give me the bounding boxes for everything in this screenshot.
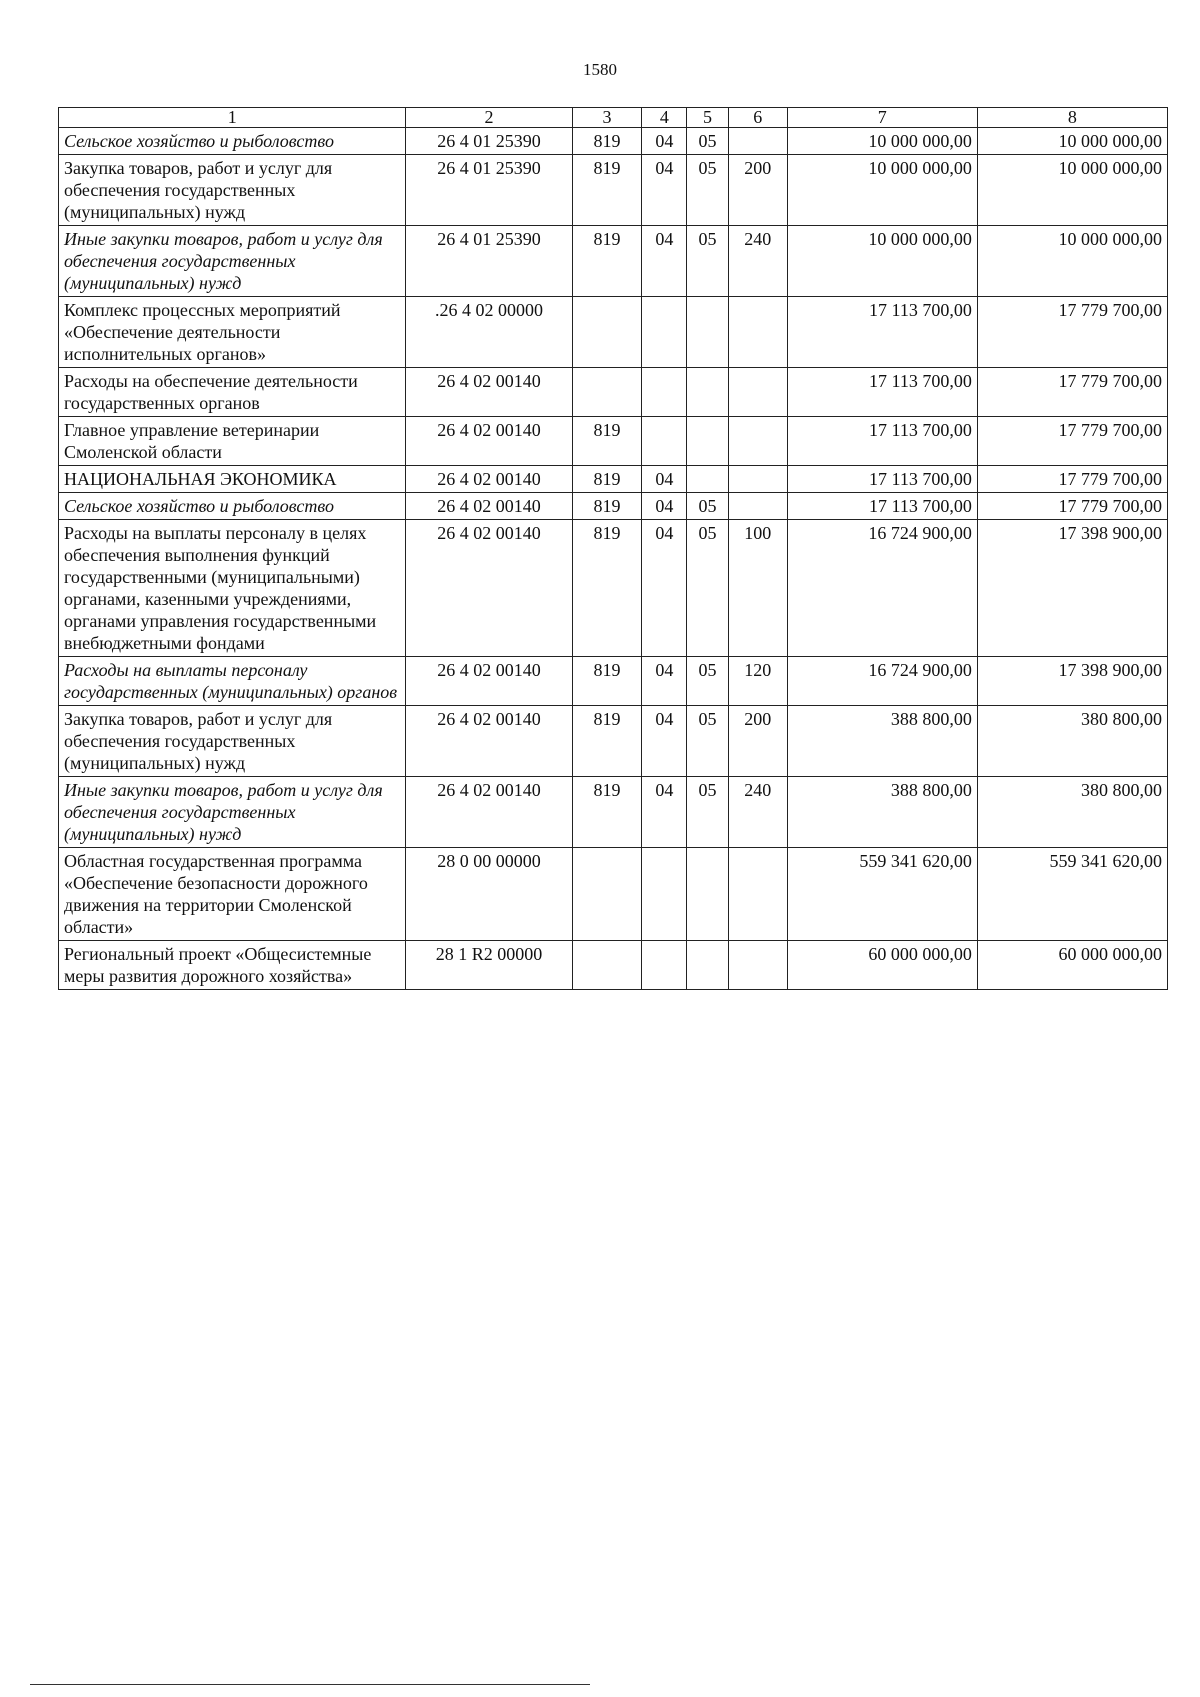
section-code-cell: 04 <box>642 155 687 226</box>
amount-year2-cell: 17 779 700,00 <box>977 417 1167 466</box>
section-code-cell: 04 <box>642 226 687 297</box>
table-body <box>59 128 1168 990</box>
subsection-code-cell: 05 <box>687 155 729 226</box>
row-name-cell: Закупка товаров, работ и услуг для обеспечения государственных (муниципальных) нужд <box>59 155 406 226</box>
target-code-cell: 26 4 02 00140 <box>406 368 572 417</box>
department-code-cell: 819 <box>572 520 642 657</box>
section-code-cell: 04 <box>642 520 687 657</box>
amount-year2-cell: 17 398 900,00 <box>977 657 1167 706</box>
table-row <box>59 657 1168 706</box>
subsection-code-cell: 05 <box>687 706 729 777</box>
expense-type-cell <box>728 941 787 990</box>
amount-year2-cell: 17 779 700,00 <box>977 493 1167 520</box>
expense-type-cell: 120 <box>728 657 787 706</box>
subsection-code-cell: 05 <box>687 520 729 657</box>
table-row <box>59 466 1168 493</box>
expense-type-cell: 200 <box>728 155 787 226</box>
section-code-cell <box>642 417 687 466</box>
department-code-cell <box>572 368 642 417</box>
amount-year2-cell: 17 398 900,00 <box>977 520 1167 657</box>
amount-year1-cell: 17 113 700,00 <box>787 297 977 368</box>
subsection-code-cell <box>687 417 729 466</box>
amount-year1-cell: 16 724 900,00 <box>787 520 977 657</box>
department-code-cell <box>572 848 642 941</box>
footer-divider <box>30 1684 590 1685</box>
target-code-cell: 26 4 01 25390 <box>406 128 572 155</box>
row-name-cell: Расходы на обеспечение деятельности государственных органов <box>59 368 406 417</box>
amount-year2-cell: 17 779 700,00 <box>977 297 1167 368</box>
target-code-cell: 26 4 02 00140 <box>406 466 572 493</box>
department-code-cell: 819 <box>572 657 642 706</box>
department-code-cell: 819 <box>572 493 642 520</box>
target-code-cell: 28 1 R2 00000 <box>406 941 572 990</box>
column-header: 3 <box>572 108 642 128</box>
row-name-cell: Иные закупки товаров, работ и услуг для обеспечения государственных (муниципальных) нужд <box>59 777 406 848</box>
table-row <box>59 848 1168 941</box>
target-code-cell: 28 0 00 00000 <box>406 848 572 941</box>
target-code-cell: 26 4 01 25390 <box>406 155 572 226</box>
section-code-cell <box>642 297 687 368</box>
amount-year1-cell: 10 000 000,00 <box>787 226 977 297</box>
page-number: 1580 <box>583 60 617 79</box>
subsection-code-cell <box>687 848 729 941</box>
target-code-cell: 26 4 01 25390 <box>406 226 572 297</box>
column-header: 8 <box>977 108 1167 128</box>
row-name-cell: НАЦИОНАЛЬНАЯ ЭКОНОМИКА <box>59 466 406 493</box>
subsection-code-cell: 05 <box>687 777 729 848</box>
target-code-cell: 26 4 02 00140 <box>406 493 572 520</box>
target-code-cell: .26 4 02 00000 <box>406 297 572 368</box>
row-name-cell: Сельское хозяйство и рыболовство <box>59 128 406 155</box>
amount-year1-cell: 16 724 900,00 <box>787 657 977 706</box>
section-code-cell <box>642 941 687 990</box>
amount-year2-cell: 60 000 000,00 <box>977 941 1167 990</box>
column-header: 7 <box>787 108 977 128</box>
table-row <box>59 226 1168 297</box>
subsection-code-cell <box>687 941 729 990</box>
section-code-cell: 04 <box>642 777 687 848</box>
amount-year1-cell: 60 000 000,00 <box>787 941 977 990</box>
amount-year1-cell: 17 113 700,00 <box>787 493 977 520</box>
row-name-cell: Региональный проект «Общесистемные меры развития дорожного хозяйства» <box>59 941 406 990</box>
section-code-cell <box>642 368 687 417</box>
table-row <box>59 941 1168 990</box>
target-code-cell: 26 4 02 00140 <box>406 706 572 777</box>
expense-type-cell <box>728 297 787 368</box>
department-code-cell: 819 <box>572 706 642 777</box>
subsection-code-cell: 05 <box>687 128 729 155</box>
table-row <box>59 297 1168 368</box>
amount-year1-cell: 559 341 620,00 <box>787 848 977 941</box>
department-code-cell <box>572 297 642 368</box>
expense-type-cell: 200 <box>728 706 787 777</box>
department-code-cell <box>572 941 642 990</box>
amount-year2-cell: 10 000 000,00 <box>977 128 1167 155</box>
expense-type-cell: 100 <box>728 520 787 657</box>
expense-type-cell <box>728 466 787 493</box>
amount-year1-cell: 388 800,00 <box>787 706 977 777</box>
table-row <box>59 706 1168 777</box>
amount-year2-cell: 380 800,00 <box>977 777 1167 848</box>
table-row <box>59 777 1168 848</box>
expense-type-cell <box>728 493 787 520</box>
department-code-cell: 819 <box>572 155 642 226</box>
row-name-cell: Областная государственная программа «Обеспечение безопасности дорожного движения на территории Смоленской области» <box>59 848 406 941</box>
subsection-code-cell: 05 <box>687 657 729 706</box>
expense-type-cell <box>728 128 787 155</box>
table-row <box>59 128 1168 155</box>
amount-year2-cell: 559 341 620,00 <box>977 848 1167 941</box>
amount-year2-cell: 17 779 700,00 <box>977 368 1167 417</box>
department-code-cell: 819 <box>572 417 642 466</box>
target-code-cell: 26 4 02 00140 <box>406 520 572 657</box>
department-code-cell: 819 <box>572 226 642 297</box>
column-header: 5 <box>687 108 729 128</box>
amount-year1-cell: 10 000 000,00 <box>787 128 977 155</box>
subsection-code-cell <box>687 368 729 417</box>
amount-year2-cell: 10 000 000,00 <box>977 155 1167 226</box>
amount-year2-cell: 380 800,00 <box>977 706 1167 777</box>
amount-year1-cell: 17 113 700,00 <box>787 368 977 417</box>
amount-year1-cell: 388 800,00 <box>787 777 977 848</box>
amount-year1-cell: 10 000 000,00 <box>787 155 977 226</box>
target-code-cell: 26 4 02 00140 <box>406 417 572 466</box>
column-header: 2 <box>406 108 572 128</box>
section-code-cell <box>642 848 687 941</box>
department-code-cell: 819 <box>572 128 642 155</box>
subsection-code-cell: 05 <box>687 493 729 520</box>
amount-year2-cell: 17 779 700,00 <box>977 466 1167 493</box>
row-name-cell: Сельское хозяйство и рыболовство <box>59 493 406 520</box>
expense-type-cell: 240 <box>728 226 787 297</box>
column-header: 1 <box>59 108 406 128</box>
department-code-cell: 819 <box>572 777 642 848</box>
row-name-cell: Комплекс процессных мероприятий «Обеспечение деятельности исполнительных органов» <box>59 297 406 368</box>
row-name-cell: Иные закупки товаров, работ и услуг для обеспечения государственных (муниципальных) нужд <box>59 226 406 297</box>
section-code-cell: 04 <box>642 493 687 520</box>
subsection-code-cell: 05 <box>687 226 729 297</box>
table-row <box>59 417 1168 466</box>
table-row <box>59 520 1168 657</box>
budget-table <box>58 107 1168 990</box>
table-row <box>59 368 1168 417</box>
row-name-cell: Главное управление ветеринарии Смоленской области <box>59 417 406 466</box>
target-code-cell: 26 4 02 00140 <box>406 777 572 848</box>
row-name-cell: Расходы на выплаты персоналу в целях обеспечения выполнения функций государственными (муниципальными) органами, казенными учреждениями, органами управления государственными внебюджетными фондами <box>59 520 406 657</box>
amount-year1-cell: 17 113 700,00 <box>787 417 977 466</box>
subsection-code-cell <box>687 297 729 368</box>
expense-type-cell <box>728 848 787 941</box>
section-code-cell: 04 <box>642 128 687 155</box>
subsection-code-cell <box>687 466 729 493</box>
section-code-cell: 04 <box>642 657 687 706</box>
column-header: 4 <box>642 108 687 128</box>
expense-type-cell <box>728 368 787 417</box>
target-code-cell: 26 4 02 00140 <box>406 657 572 706</box>
section-code-cell: 04 <box>642 706 687 777</box>
column-header: 6 <box>728 108 787 128</box>
department-code-cell: 819 <box>572 466 642 493</box>
row-name-cell: Закупка товаров, работ и услуг для обеспечения государственных (муниципальных) нужд <box>59 706 406 777</box>
table-row <box>59 493 1168 520</box>
row-name-cell: Расходы на выплаты персоналу государственных (муниципальных) органов <box>59 657 406 706</box>
column-number-row <box>59 108 1168 128</box>
amount-year2-cell: 10 000 000,00 <box>977 226 1167 297</box>
expense-type-cell: 240 <box>728 777 787 848</box>
section-code-cell: 04 <box>642 466 687 493</box>
amount-year1-cell: 17 113 700,00 <box>787 466 977 493</box>
expense-type-cell <box>728 417 787 466</box>
table-row <box>59 155 1168 226</box>
